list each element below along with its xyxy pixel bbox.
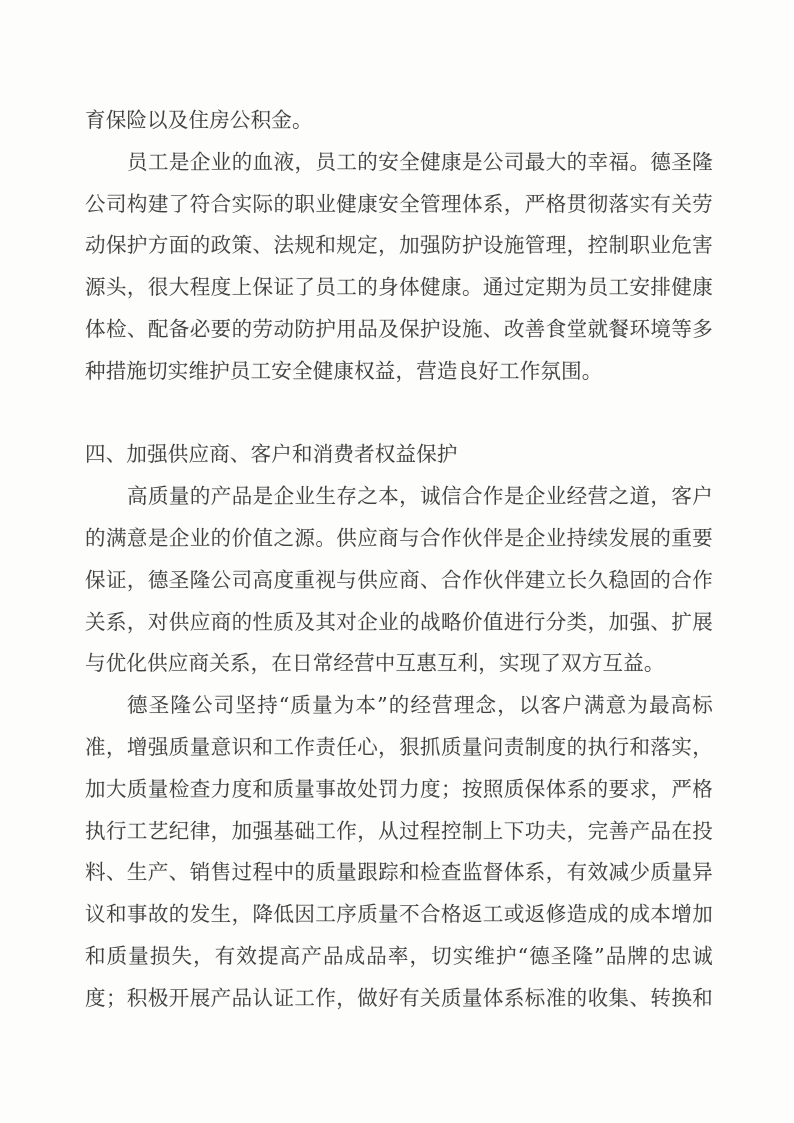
text-line: 高质量的产品是企业生存之本，诚信合作是企业经营之道，客户 [127, 484, 713, 509]
text-line: 育保险以及住房公积金。 [85, 108, 313, 132]
text-line: 四、加强供应商、客户和消费者权益保护 [85, 442, 458, 467]
text-line: 公司构建了符合实际的职业健康安全管理体系，严格贯彻落实有关劳 [85, 191, 713, 216]
paragraph [85, 100, 713, 142]
text-line: 加大质量检查力度和质量事故处罚力度；按照质保体系的要求，严格 [85, 776, 713, 801]
text-line: 保证，德圣隆公司高度重视与供应商、合作伙伴建立长久稳固的合作 [85, 567, 713, 592]
text-line: 准，增强质量意识和工作责任心，狠抓质量问责制度的执行和落实， [85, 734, 713, 759]
text-line: 的满意是企业的价值之源。供应商与合作伙伴是企业持续发展的重要 [85, 525, 713, 550]
paragraph [85, 142, 713, 393]
section-heading [85, 434, 713, 476]
text-line: 关系，对供应商的性质及其对企业的战略价值进行分类，加强、扩展 [85, 609, 713, 634]
paragraph [85, 685, 713, 1019]
text-line: 与优化供应商关系，在日常经营中互惠互利，实现了双方互益。 [85, 651, 665, 676]
text-line: 料、生产、销售过程中的质量跟踪和检查监督体系，有效减少质量异 [85, 860, 713, 885]
text-line: 种措施切实维护员工安全健康权益，营造良好工作氛围。 [85, 358, 603, 383]
text-line: 员工是企业的血液，员工的安全健康是公司最大的幸福。德圣隆 [127, 149, 713, 174]
text-line: 源头，很大程度上保证了员工的身体健康。通过定期为员工安排健康 [85, 275, 713, 300]
text-line: 议和事故的发生，降低因工序质量不合格返工或返修造成的成本增加 [85, 902, 713, 927]
document-content [85, 100, 713, 1020]
text-line: 执行工艺纪律，加强基础工作，从过程控制上下功夫，完善产品在投 [85, 818, 713, 843]
text-line: 动保护方面的政策、法规和规定，加强防护设施管理，控制职业危害 [85, 233, 713, 258]
text-line: 德圣隆公司坚持“质量为本”的经营理念，以客户满意为最高标 [127, 693, 713, 718]
text-line: 和质量损失，有效提高产品成品率，切实维护“德圣隆”品牌的忠诚 [85, 943, 713, 968]
text-line: 体检、配备必要的劳动防护用品及保护设施、改善食堂就餐环境等多 [85, 316, 713, 341]
text-line: 度；积极开展产品认证工作，做好有关质量体系标准的收集、转换和 [85, 985, 713, 1010]
paragraph [85, 476, 713, 685]
